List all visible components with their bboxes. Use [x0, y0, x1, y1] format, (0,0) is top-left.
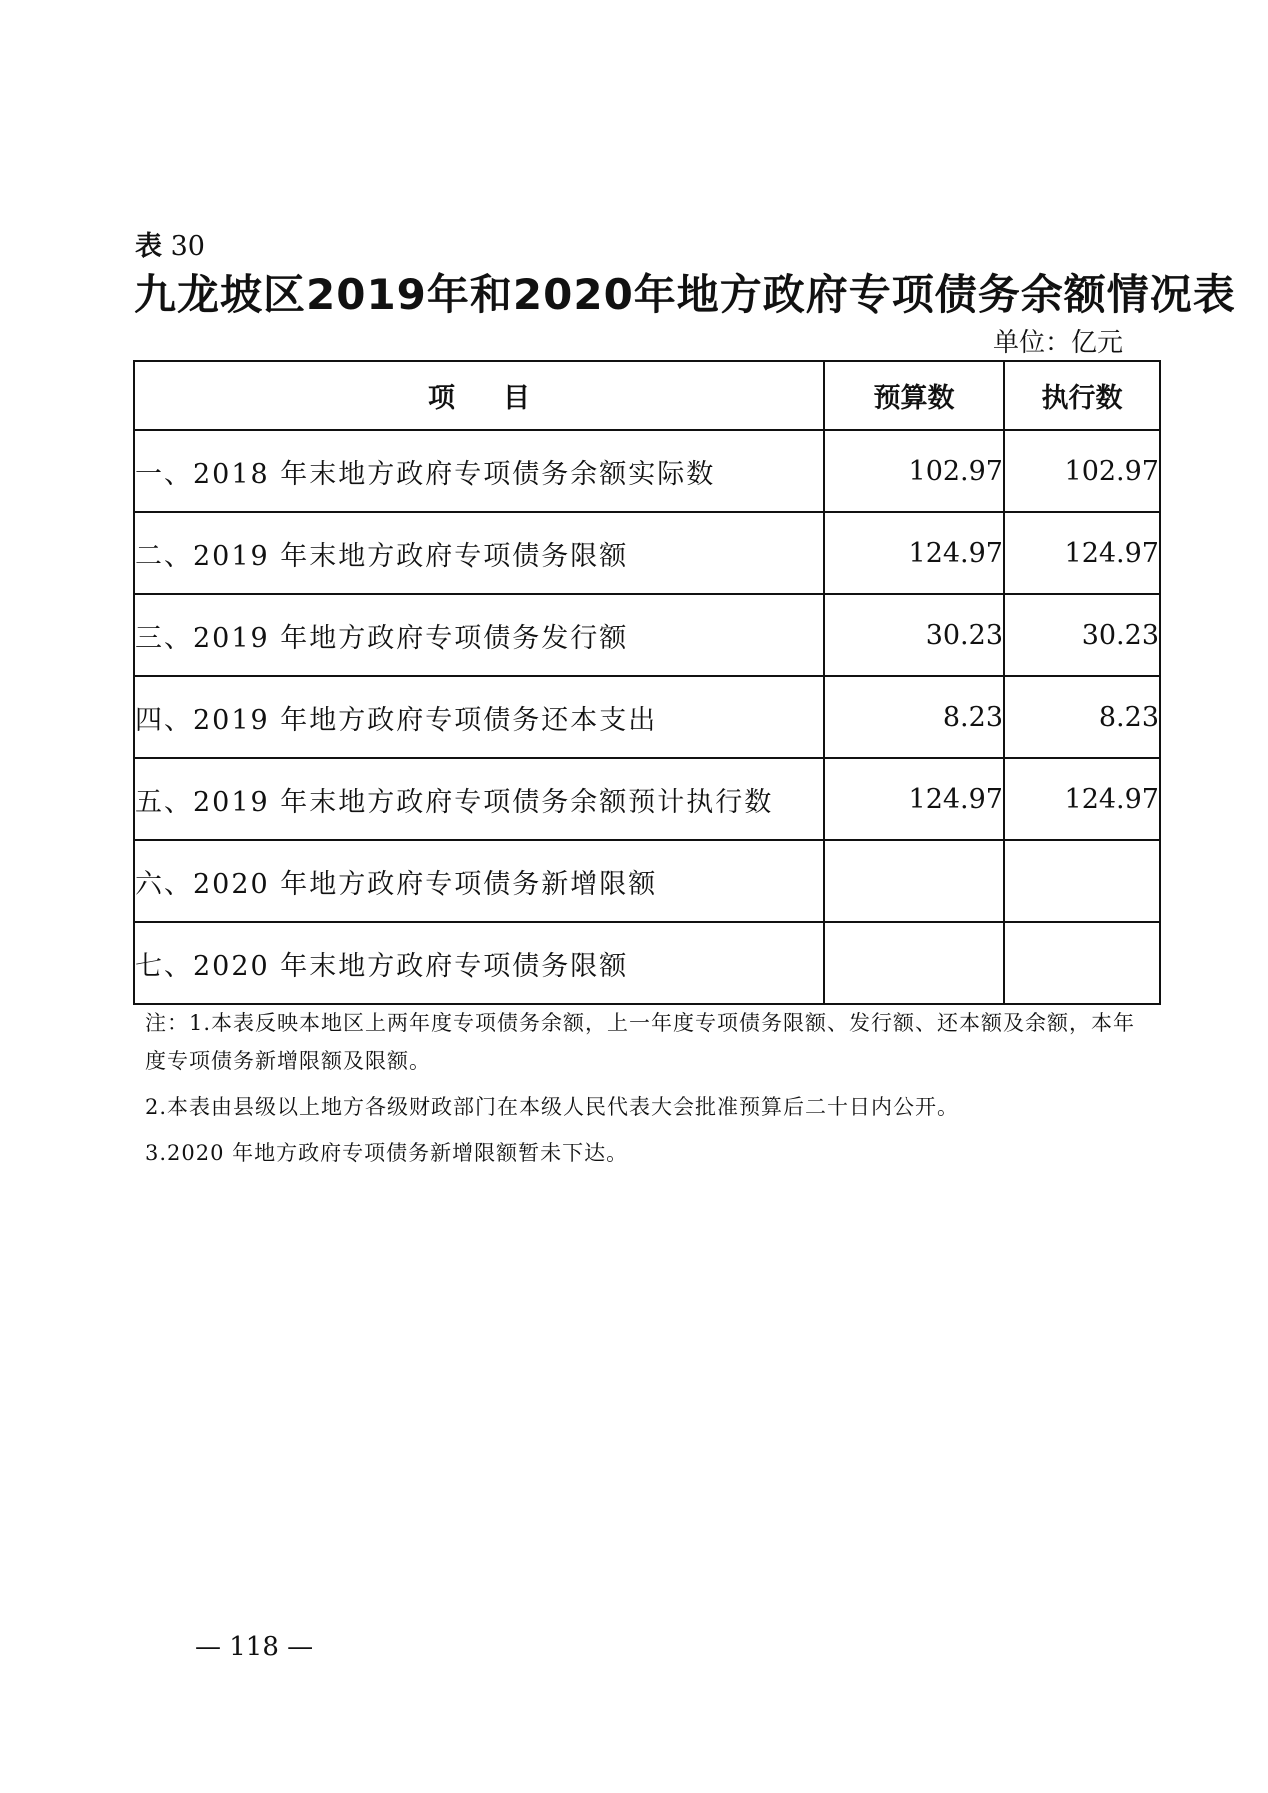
- row-executed: [1004, 840, 1160, 922]
- page-number: — 118 —: [195, 1632, 314, 1662]
- note-1: 注：1.本表反映本地区上两年度专项债务余额，上一年度专项债务限额、发行额、还本额及余额，本年度专项债务新增限额及限额。: [145, 1011, 1136, 1073]
- row-executed: 124.97: [1004, 512, 1160, 594]
- row-item: 五、2019 年末地方政府专项债务余额预计执行数: [134, 758, 824, 840]
- table-row: [134, 922, 1160, 1004]
- table-notes: [145, 1004, 1145, 1180]
- row-budget: 124.97: [824, 758, 1004, 840]
- table-row: [134, 676, 1160, 758]
- row-budget: 124.97: [824, 512, 1004, 594]
- header-budget: 预算数: [824, 361, 1004, 430]
- table-label: 表 30: [135, 231, 205, 262]
- header-item: 项目: [134, 361, 824, 430]
- row-executed: 30.23: [1004, 594, 1160, 676]
- table-number: 30: [170, 231, 205, 262]
- header-executed: 执行数: [1004, 361, 1160, 430]
- table-row: [134, 512, 1160, 594]
- table-row: [134, 594, 1160, 676]
- row-executed: 102.97: [1004, 430, 1160, 512]
- row-budget: 30.23: [824, 594, 1004, 676]
- note-2: 2.本表由县级以上地方各级财政部门在本级人民代表大会批准预算后二十日内公开。: [145, 1095, 960, 1119]
- row-item: 二、2019 年末地方政府专项债务限额: [134, 512, 824, 594]
- table-header-row: [134, 361, 1160, 430]
- table-row: [134, 430, 1160, 512]
- debt-table: [133, 360, 1161, 1005]
- row-budget: 102.97: [824, 430, 1004, 512]
- unit-label: 单位：亿元: [992, 328, 1123, 358]
- row-item: 三、2019 年地方政府专项债务发行额: [134, 594, 824, 676]
- row-item: 一、2018 年末地方政府专项债务余额实际数: [134, 430, 824, 512]
- row-item: 七、2020 年末地方政府专项债务限额: [134, 922, 824, 1004]
- table-row: [134, 840, 1160, 922]
- row-item: 四、2019 年地方政府专项债务还本支出: [134, 676, 824, 758]
- table-row: [134, 758, 1160, 840]
- row-executed: 8.23: [1004, 676, 1160, 758]
- note-3: 3.2020 年地方政府专项债务新增限额暂未下达。: [145, 1141, 629, 1165]
- row-executed: 124.97: [1004, 758, 1160, 840]
- row-budget: [824, 922, 1004, 1004]
- row-executed: [1004, 922, 1160, 1004]
- row-budget: 8.23: [824, 676, 1004, 758]
- row-item: 六、2020 年地方政府专项债务新增限额: [134, 840, 824, 922]
- document-title: 九龙坡区2019年和2020年地方政府专项债务余额情况表: [134, 270, 1236, 319]
- row-budget: [824, 840, 1004, 922]
